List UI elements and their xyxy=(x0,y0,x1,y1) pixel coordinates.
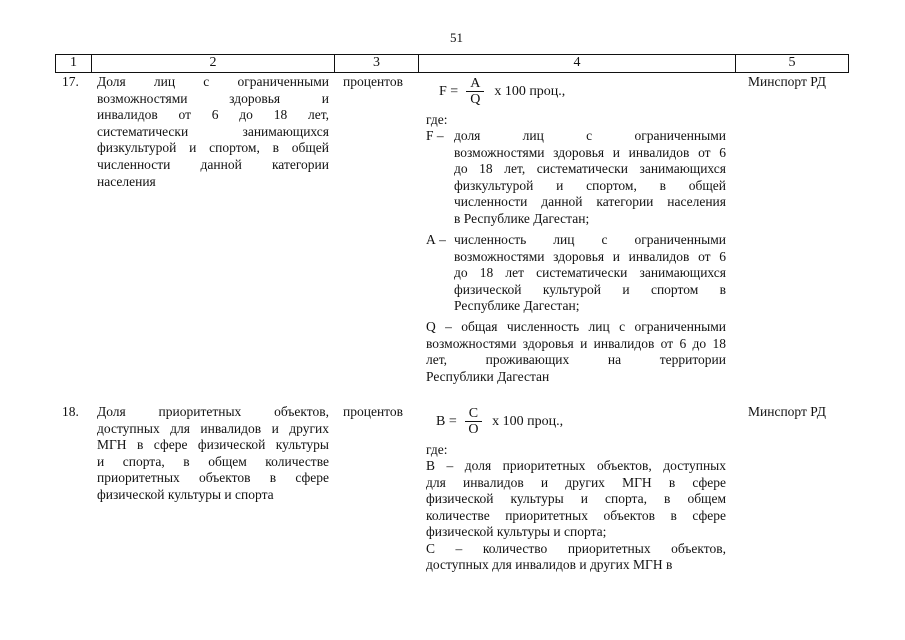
row-18-indicator xyxy=(97,404,329,504)
row-18-where: где: xyxy=(426,442,448,457)
row-17-formula xyxy=(439,76,565,107)
formula-fraction xyxy=(466,76,484,107)
indicator-line: и спорта, в общем количестве xyxy=(97,453,329,469)
row-17-unit: процентов xyxy=(343,74,404,89)
formula-fraction xyxy=(465,406,482,437)
definition-line: возможностями здоровья и инвалидов от 6 до 18 xyxy=(426,335,726,351)
row-18-definitions xyxy=(426,458,726,574)
row-18-source: Минспорт РД xyxy=(748,404,826,419)
column-header-2: 2 xyxy=(209,55,217,70)
formula-tail: х 100 проц., xyxy=(494,83,566,99)
definition-line: доступных для инвалидов и других МГН в xyxy=(426,557,673,572)
formula-numerator: A xyxy=(466,76,484,92)
indicator-line: возможностями здоровья и xyxy=(97,90,329,106)
indicator-line: приоритетных объектов в сфере xyxy=(97,470,329,486)
column-header-5: 5 xyxy=(788,55,796,70)
indicator-line: населения xyxy=(97,173,156,189)
definition-line: Республики Дагестан xyxy=(426,368,550,384)
row-17-definition-q xyxy=(426,319,726,385)
row-18-formula xyxy=(436,406,563,437)
definition-line: количестве приоритетных объектов в сфере xyxy=(426,507,726,523)
definition-line: до 18 лет, систематически занимающихся xyxy=(454,161,726,176)
formula-lhs: F = xyxy=(439,83,459,99)
definition-line: возможностями здоровья и инвалидов от 6 xyxy=(454,248,726,264)
formula-denominator: Q xyxy=(470,92,481,107)
row-18-unit: процентов xyxy=(343,404,404,419)
formula-lhs: В = xyxy=(436,413,457,429)
column-header-1: 1 xyxy=(70,55,77,70)
formula-numerator: С xyxy=(465,406,482,422)
table-header-bottom-border xyxy=(55,72,849,73)
definition-line: в Республике Дагестан; xyxy=(454,210,590,226)
page-number: 51 xyxy=(450,30,463,45)
definition-line: для инвалидов и других МГН в сфере xyxy=(426,474,726,490)
formula-denominator: О xyxy=(468,422,479,437)
definition-line: физической культуры и спорта; xyxy=(426,524,607,539)
column-header-3: 3 xyxy=(373,55,380,70)
indicator-line: Доля приоритетных объектов, xyxy=(97,404,329,419)
indicator-line: физической культуры и спорта xyxy=(97,486,274,502)
definition-line: возможностями здоровья и инвалидов от 6 xyxy=(454,144,726,160)
definition-line: физической культуры и спорта, в общем xyxy=(426,491,726,506)
definition-label: F – xyxy=(426,128,444,143)
definition-line: В – доля приоритетных объектов, доступных xyxy=(426,458,726,473)
definition-line: С – количество приоритетных объектов, xyxy=(426,540,726,556)
indicator-line: доступных для инвалидов и других xyxy=(97,420,329,436)
definition-line: доля лиц с ограниченными xyxy=(454,128,726,143)
definition-line: до 18 лет систематически занимающихся xyxy=(454,265,726,280)
indicator-line: физкультурой и спортом, в общей xyxy=(97,140,329,156)
row-17-where: где: xyxy=(426,112,448,127)
indicator-line: МГН в сфере физической культуры xyxy=(97,437,329,453)
definition-line: лет, проживающих на территории xyxy=(426,352,726,367)
definition-line: численности данной категории населения xyxy=(454,194,726,209)
row-17-number: 17. xyxy=(62,74,79,89)
indicator-line: инвалидов от 6 до 18 лет, xyxy=(97,107,329,123)
definition-line: физкультурой и спортом, в общей xyxy=(454,177,726,193)
indicator-line: систематически занимающихся xyxy=(97,123,329,139)
formula-tail: х 100 проц., xyxy=(492,413,564,429)
row-17-source: Минспорт РД xyxy=(748,74,826,89)
definition-label: А – xyxy=(426,232,446,247)
row-17-indicator xyxy=(97,74,329,190)
table-right-border xyxy=(848,54,849,73)
column-header-4: 4 xyxy=(573,55,581,70)
row-17-definition-f xyxy=(426,128,726,227)
definition-line: Q – общая численность лиц с ограниченными xyxy=(426,319,726,334)
indicator-line: Доля лиц с ограниченными xyxy=(97,74,329,89)
row-17-definition-a xyxy=(426,232,726,315)
definition-line: Республике Дагестан; xyxy=(454,298,580,313)
definition-line: физической культурой и спортом в xyxy=(454,281,726,297)
indicator-line: численности данной категории xyxy=(97,156,329,172)
definition-line: численность лиц с ограниченными xyxy=(454,232,726,247)
row-18-number: 18. xyxy=(62,404,79,419)
